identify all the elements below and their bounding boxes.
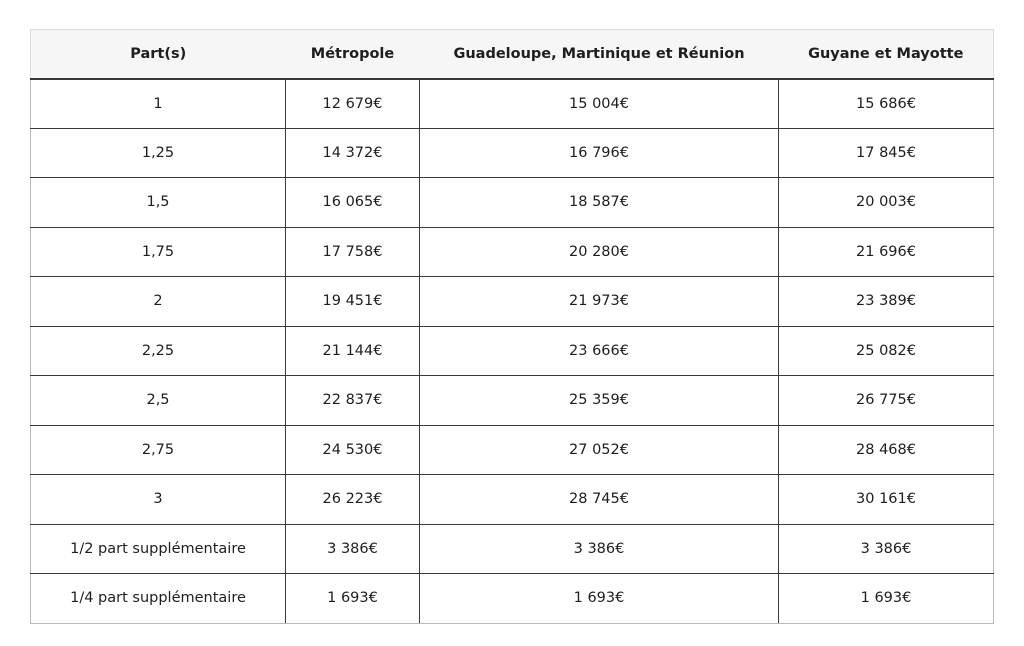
table-row	[31, 376, 994, 426]
cell-guadeloupe-martinique-reunion: 3 386€	[420, 524, 779, 574]
cell-parts: 1,25	[31, 128, 286, 178]
header-parts: Part(s)	[31, 30, 286, 79]
table-row	[31, 79, 994, 129]
cell-parts: 2,75	[31, 425, 286, 475]
cell-guadeloupe-martinique-reunion: 18 587€	[420, 178, 779, 228]
cell-metropole: 26 223€	[286, 475, 420, 525]
cell-guadeloupe-martinique-reunion: 21 973€	[420, 277, 779, 327]
table-row	[31, 178, 994, 228]
cell-parts: 1/2 part supplémentaire	[31, 524, 286, 574]
table-row	[31, 277, 994, 327]
cell-guyane-mayotte: 21 696€	[779, 227, 994, 277]
header-metropole: Métropole	[286, 30, 420, 79]
cell-guyane-mayotte: 3 386€	[779, 524, 994, 574]
cell-guadeloupe-martinique-reunion: 16 796€	[420, 128, 779, 178]
cell-parts: 2,25	[31, 326, 286, 376]
cell-guyane-mayotte: 30 161€	[779, 475, 994, 525]
income-ceiling-table	[30, 29, 994, 624]
table-row	[31, 524, 994, 574]
cell-parts: 2,5	[31, 376, 286, 426]
table-row	[31, 227, 994, 277]
cell-guadeloupe-martinique-reunion: 25 359€	[420, 376, 779, 426]
cell-metropole: 17 758€	[286, 227, 420, 277]
cell-metropole: 1 693€	[286, 574, 420, 624]
cell-guadeloupe-martinique-reunion: 1 693€	[420, 574, 779, 624]
header-guadeloupe-martinique-reunion: Guadeloupe, Martinique et Réunion	[420, 30, 779, 79]
cell-parts: 1	[31, 79, 286, 129]
income-ceiling-table-container	[30, 29, 993, 624]
cell-metropole: 19 451€	[286, 277, 420, 327]
cell-metropole: 16 065€	[286, 178, 420, 228]
table-row	[31, 475, 994, 525]
cell-guadeloupe-martinique-reunion: 15 004€	[420, 79, 779, 129]
cell-metropole: 3 386€	[286, 524, 420, 574]
cell-metropole: 12 679€	[286, 79, 420, 129]
table-header	[31, 30, 994, 79]
cell-metropole: 14 372€	[286, 128, 420, 178]
cell-guyane-mayotte: 1 693€	[779, 574, 994, 624]
cell-metropole: 24 530€	[286, 425, 420, 475]
cell-guyane-mayotte: 23 389€	[779, 277, 994, 327]
header-row	[31, 30, 994, 79]
cell-guyane-mayotte: 20 003€	[779, 178, 994, 228]
cell-guadeloupe-martinique-reunion: 27 052€	[420, 425, 779, 475]
table-row	[31, 574, 994, 624]
cell-parts: 1,5	[31, 178, 286, 228]
table-row	[31, 425, 994, 475]
cell-parts: 3	[31, 475, 286, 525]
cell-guadeloupe-martinique-reunion: 23 666€	[420, 326, 779, 376]
header-guyane-mayotte: Guyane et Mayotte	[779, 30, 994, 79]
table-body	[31, 79, 994, 624]
cell-metropole: 22 837€	[286, 376, 420, 426]
cell-guadeloupe-martinique-reunion: 28 745€	[420, 475, 779, 525]
cell-metropole: 21 144€	[286, 326, 420, 376]
table-row	[31, 128, 994, 178]
cell-guadeloupe-martinique-reunion: 20 280€	[420, 227, 779, 277]
cell-guyane-mayotte: 25 082€	[779, 326, 994, 376]
cell-guyane-mayotte: 26 775€	[779, 376, 994, 426]
cell-parts: 2	[31, 277, 286, 327]
cell-parts: 1/4 part supplémentaire	[31, 574, 286, 624]
cell-guyane-mayotte: 15 686€	[779, 79, 994, 129]
cell-parts: 1,75	[31, 227, 286, 277]
cell-guyane-mayotte: 17 845€	[779, 128, 994, 178]
table-row	[31, 326, 994, 376]
cell-guyane-mayotte: 28 468€	[779, 425, 994, 475]
